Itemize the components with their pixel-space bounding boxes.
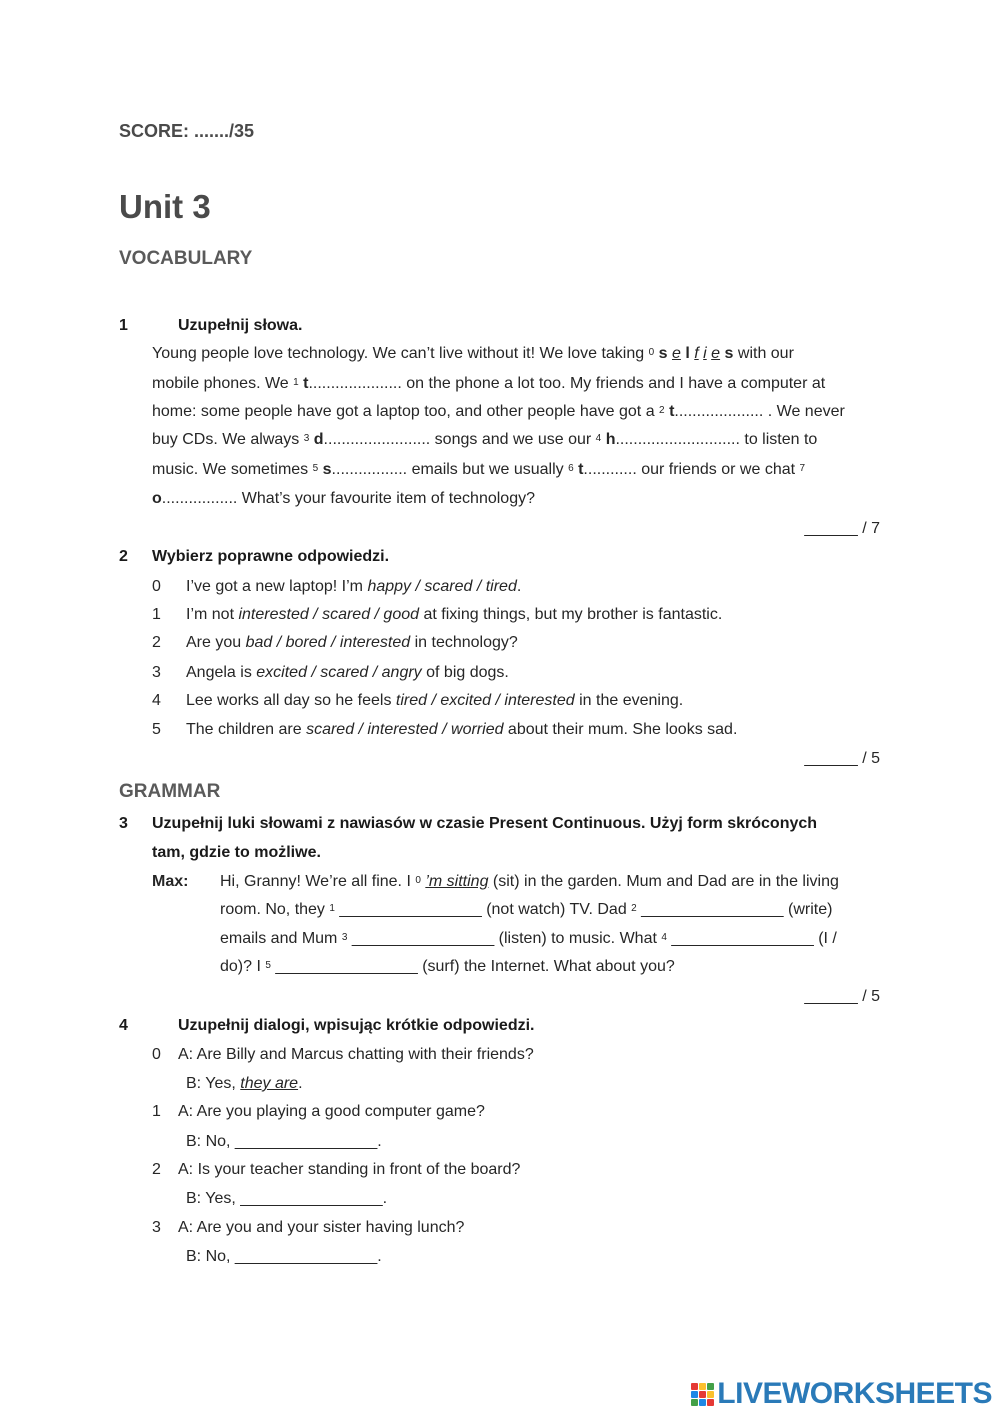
- exercise-1-line-6: o................. What’s your favourite item of technology?: [152, 490, 535, 507]
- example-answer: ’m sitting: [425, 873, 489, 890]
- exercise-1-number: 1: [119, 317, 128, 334]
- exercise-1-line-3: home: some people have got a laptop too, and other people have got a $^2$ t.................... . We never: [152, 403, 845, 420]
- exercise-2-item-5-number: 5: [152, 721, 161, 738]
- logo-mark-icon: [691, 1383, 714, 1406]
- exercise-1-line-4: buy CDs. We always $^3$ d........................ songs and we use our $^4$ h............................ to listen to: [152, 431, 818, 448]
- exercise-2-item-2-number: 2: [152, 634, 161, 651]
- exercise-1-title: Uzupełnij słowa.: [178, 317, 303, 334]
- exercise-3-score: ______ / 5: [804, 988, 880, 1005]
- gap-2[interactable]: .................... . We never: [674, 403, 845, 420]
- exercise-1-score: ______ / 7: [804, 520, 880, 537]
- exercise-4-item-1-number: 1: [152, 1103, 161, 1120]
- exercise-3-line-4[interactable]: do)? I $^5$ ________________ (surf) the Internet. What about you?: [220, 958, 675, 975]
- exercise-4-title: Uzupełnij dialogi, wpisując krótkie odpowiedzi.: [178, 1017, 535, 1034]
- exercise-3-title-line-1: Uzupełnij luki słowami z nawiasów w czasie Present Continuous. Użyj form skróconych: [152, 815, 818, 832]
- unit-title: Unit 3: [119, 188, 211, 225]
- exercise-4-item-0-question: A: Are Billy and Marcus chatting with their friends?: [178, 1046, 534, 1063]
- exercise-2-number: 2: [119, 548, 128, 565]
- speaker-label: Max:: [152, 873, 189, 890]
- exercise-2-item-2[interactable]: Are you bad / bored / interested in technology?: [186, 634, 518, 651]
- exercise-2-score: ______ / 5: [804, 750, 880, 767]
- exercise-2-item-1[interactable]: I’m not interested / scared / good at fixing things, but my brother is fantastic.: [186, 606, 723, 623]
- exercise-2-item-4[interactable]: Lee works all day so he feels tired / excited / interested in the evening.: [186, 692, 684, 709]
- exercise-4-item-0-number: 0: [152, 1046, 161, 1063]
- exercise-4-item-2-number: 2: [152, 1161, 161, 1178]
- exercise-1-line-5: music. We sometimes $^5$ s................. emails but we usually $^6$ t............ our friends or we chat $^7$: [152, 461, 806, 478]
- gap-1[interactable]: ..................... on the phone a lot too. My friends and I have a computer at: [308, 375, 826, 392]
- exercise-1-line-2: mobile phones. We $^1$ t..................... on the phone a lot too. My friends and I have a computer at: [152, 375, 826, 392]
- exercise-4-number: 4: [119, 1017, 128, 1034]
- exercise-3-title-line-2: tam, gdzie to możliwe.: [152, 844, 321, 861]
- exercise-3-line-1: Hi, Granny! We’re all fine. I $^0$ ’m sitting (sit) in the garden. Mum and Dad are in the living: [220, 873, 839, 890]
- score-label: SCORE: ......./35: [119, 121, 255, 141]
- exercise-4-item-3-number: 3: [152, 1219, 161, 1236]
- exercise-4-item-3-answer[interactable]: B: No, ________________.: [186, 1248, 382, 1265]
- exercise-2-item-5[interactable]: The children are scared / interested / worried about their mum. She looks sad.: [186, 721, 738, 738]
- gap-3[interactable]: ........................ songs and we use our: [323, 431, 596, 448]
- exercise-3-line-3[interactable]: emails and Mum $^3$ ________________ (listen) to music. What $^4$ ________________ (I /: [220, 930, 837, 947]
- logo-text: LIVEWORKSHEETS: [717, 1377, 992, 1410]
- exercise-4-item-0-answer: B: Yes, they are.: [186, 1075, 303, 1092]
- exercise-2-item-3[interactable]: Angela is excited / scared / angry of big dogs.: [186, 664, 509, 681]
- gap-4[interactable]: ............................ to listen to: [615, 431, 818, 448]
- exercise-2-item-4-number: 4: [152, 692, 161, 709]
- exercise-2-item-0-number: 0: [152, 578, 161, 595]
- exercise-4-item-2-question: A: Is your teacher standing in front of the board?: [178, 1161, 521, 1178]
- exercise-3-line-2[interactable]: room. No, they $^1$ ________________ (not watch) TV. Dad $^2$ ________________ (write): [220, 901, 833, 918]
- exercise-4-item-1-answer[interactable]: B: No, ________________.: [186, 1133, 382, 1150]
- gap-5[interactable]: ................. emails but we usually: [331, 461, 569, 478]
- exercise-4-item-1-question: A: Are you playing a good computer game?: [178, 1103, 485, 1120]
- exercise-2-title: Wybierz poprawne odpowiedzi.: [152, 548, 390, 565]
- exercise-4-item-2-answer[interactable]: B: Yes, ________________.: [186, 1190, 388, 1207]
- exercise-1-line-1: Young people love technology. We can’t live without it! We love taking $^0$ s e l f i e s with our: [152, 345, 794, 362]
- gap-7[interactable]: ................. What’s your favourite item of technology?: [161, 490, 535, 507]
- grammar-heading: GRAMMAR: [119, 781, 221, 802]
- gap-6[interactable]: ............ our friends or we chat: [583, 461, 800, 478]
- vocabulary-heading: VOCABULARY: [119, 248, 253, 269]
- exercise-4-item-3-question: A: Are you and your sister having lunch?: [178, 1219, 465, 1236]
- exercise-3-number: 3: [119, 815, 128, 832]
- exercise-2-item-0[interactable]: I’ve got a new laptop! I’m happy / scared / tired.: [186, 578, 522, 595]
- liveworksheets-logo[interactable]: [691, 1377, 992, 1411]
- exercise-2-item-1-number: 1: [152, 606, 161, 623]
- exercise-2-item-3-number: 3: [152, 664, 161, 681]
